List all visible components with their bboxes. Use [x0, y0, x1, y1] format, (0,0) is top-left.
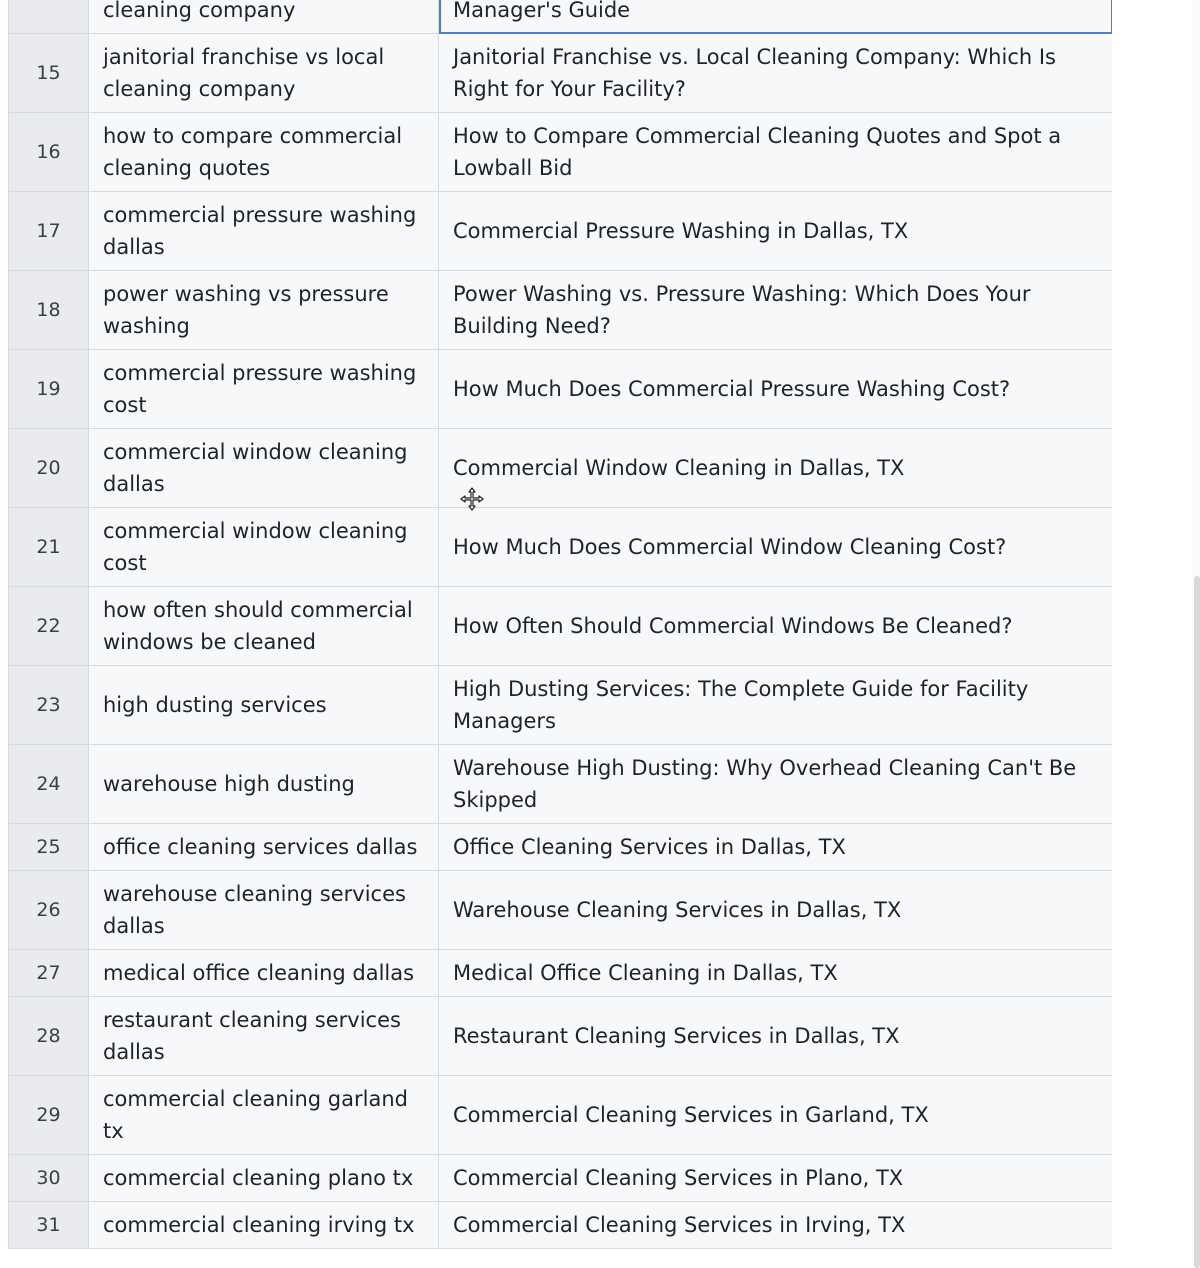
keyword-cell[interactable]: cleaning company — [89, 0, 439, 34]
row-number[interactable]: 21 — [9, 508, 89, 587]
scrollbar-thumb[interactable] — [1194, 576, 1200, 1268]
title-cell[interactable]: How Much Does Commercial Pressure Washing Cost? — [439, 350, 1113, 429]
keyword-cell[interactable]: commercial window cleaning cost — [89, 508, 439, 587]
keyword-cell[interactable]: warehouse high dusting — [89, 745, 439, 824]
keyword-cell[interactable]: commercial window cleaning dallas — [89, 429, 439, 508]
keyword-cell[interactable]: restaurant cleaning services dallas — [89, 997, 439, 1076]
table-row — [9, 192, 1113, 271]
table-row — [9, 587, 1113, 666]
row-number[interactable] — [9, 0, 89, 34]
table-row — [9, 271, 1113, 350]
table-row — [9, 950, 1113, 997]
title-cell[interactable]: Warehouse High Dusting: Why Overhead Cleaning Can't Be Skipped — [439, 745, 1113, 824]
title-cell[interactable]: Medical Office Cleaning in Dallas, TX — [439, 950, 1113, 997]
table-row — [9, 1155, 1113, 1202]
keyword-cell[interactable]: commercial cleaning garland tx — [89, 1076, 439, 1155]
table-row — [9, 508, 1113, 587]
table-row — [9, 113, 1113, 192]
right-gutter — [1112, 0, 1200, 1268]
table-row — [9, 997, 1113, 1076]
title-cell[interactable]: How to Compare Commercial Cleaning Quotes and Spot a Lowball Bid — [439, 113, 1113, 192]
row-number[interactable]: 26 — [9, 871, 89, 950]
row-number[interactable]: 25 — [9, 824, 89, 871]
row-number[interactable]: 24 — [9, 745, 89, 824]
row-number[interactable]: 28 — [9, 997, 89, 1076]
table-row — [9, 1076, 1113, 1155]
keyword-cell[interactable]: how often should commercial windows be cleaned — [89, 587, 439, 666]
keyword-cell[interactable]: high dusting services — [89, 666, 439, 745]
keyword-cell[interactable]: commercial pressure washing dallas — [89, 192, 439, 271]
title-cell[interactable]: Warehouse Cleaning Services in Dallas, TX — [439, 871, 1113, 950]
row-number[interactable]: 31 — [9, 1202, 89, 1249]
row-number[interactable]: 22 — [9, 587, 89, 666]
table-row — [9, 34, 1113, 113]
title-cell[interactable]: Commercial Cleaning Services in Plano, TX — [439, 1155, 1113, 1202]
title-cell[interactable]: Janitorial Franchise vs. Local Cleaning Company: Which Is Right for Your Facility? — [439, 34, 1113, 113]
title-cell[interactable]: Commercial Cleaning Services in Garland, TX — [439, 1076, 1113, 1155]
title-cell[interactable]: How Much Does Commercial Window Cleaning Cost? — [439, 508, 1113, 587]
title-cell[interactable]: Commercial Window Cleaning in Dallas, TX — [439, 429, 1113, 508]
title-cell[interactable]: High Dusting Services: The Complete Guide for Facility Managers — [439, 666, 1113, 745]
keyword-cell[interactable]: janitorial franchise vs local cleaning company — [89, 34, 439, 113]
table-row — [9, 871, 1113, 950]
keyword-cell[interactable]: commercial cleaning irving tx — [89, 1202, 439, 1249]
keyword-cell[interactable]: medical office cleaning dallas — [89, 950, 439, 997]
keyword-cell[interactable]: commercial pressure washing cost — [89, 350, 439, 429]
table-row — [9, 666, 1113, 745]
table-row — [9, 350, 1113, 429]
row-number[interactable]: 29 — [9, 1076, 89, 1155]
keyword-cell[interactable]: power washing vs pressure washing — [89, 271, 439, 350]
title-cell[interactable]: Office Cleaning Services in Dallas, TX — [439, 824, 1113, 871]
title-cell[interactable]: Commercial Cleaning Services in Irving, TX — [439, 1202, 1113, 1249]
row-number[interactable]: 18 — [9, 271, 89, 350]
title-cell-selected[interactable]: Manager's Guide — [439, 0, 1113, 34]
row-number[interactable]: 23 — [9, 666, 89, 745]
row-number[interactable]: 20 — [9, 429, 89, 508]
row-number[interactable]: 27 — [9, 950, 89, 997]
row-number[interactable]: 15 — [9, 34, 89, 113]
row-number[interactable]: 16 — [9, 113, 89, 192]
title-cell[interactable]: Restaurant Cleaning Services in Dallas, TX — [439, 997, 1113, 1076]
title-cell[interactable]: Commercial Pressure Washing in Dallas, TX — [439, 192, 1113, 271]
table-row — [9, 745, 1113, 824]
table-row — [9, 824, 1113, 871]
move-cursor-icon — [460, 487, 484, 511]
title-cell[interactable]: How Often Should Commercial Windows Be Cleaned? — [439, 587, 1113, 666]
row-number[interactable]: 17 — [9, 192, 89, 271]
keyword-cell[interactable]: how to compare commercial cleaning quotes — [89, 113, 439, 192]
table-row — [9, 429, 1113, 508]
keyword-cell[interactable]: commercial cleaning plano tx — [89, 1155, 439, 1202]
keyword-cell[interactable]: warehouse cleaning services dallas — [89, 871, 439, 950]
title-cell[interactable]: Power Washing vs. Pressure Washing: Which Does Your Building Need? — [439, 271, 1113, 350]
keyword-cell[interactable]: office cleaning services dallas — [89, 824, 439, 871]
row-number[interactable]: 19 — [9, 350, 89, 429]
table-row — [9, 1202, 1113, 1249]
data-table — [8, 0, 1113, 1249]
table-row — [9, 0, 1113, 34]
row-number[interactable]: 30 — [9, 1155, 89, 1202]
